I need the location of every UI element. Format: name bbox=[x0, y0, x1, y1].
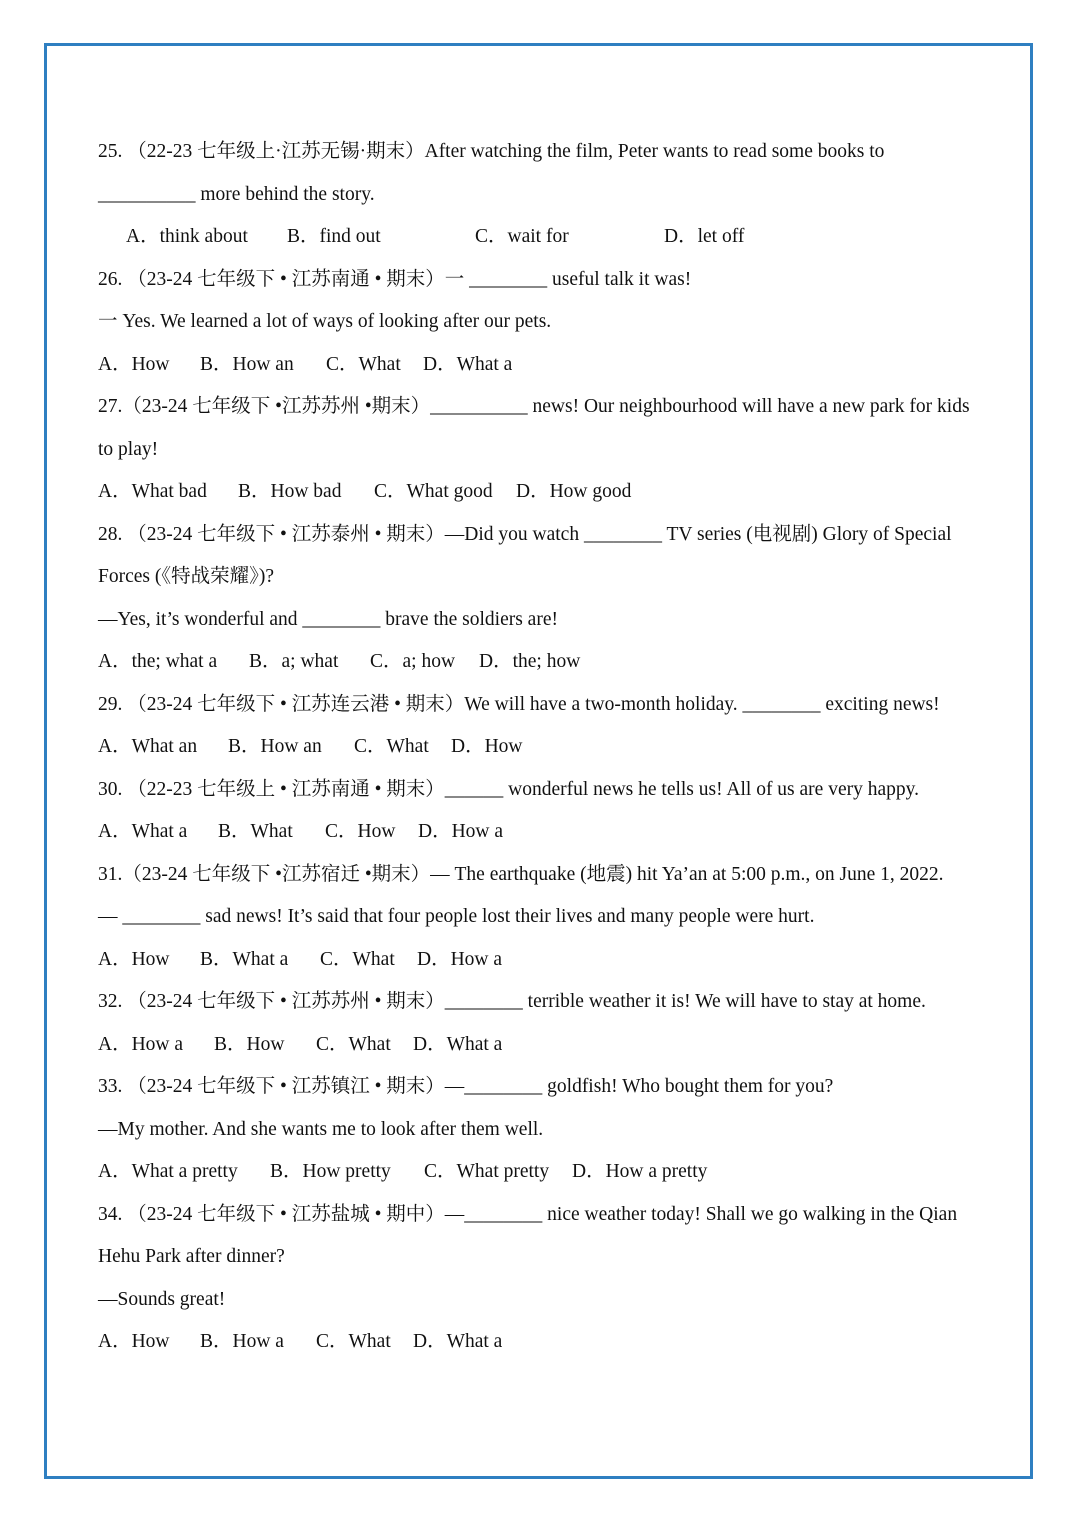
option-c: C．How bbox=[325, 821, 396, 842]
option-b: B．How an bbox=[228, 736, 322, 757]
question-26-stem-line-2: 一 Yes. We learned a lot of ways of looking after our pets. bbox=[98, 311, 552, 332]
option-c: C．What pretty bbox=[424, 1161, 550, 1182]
option-b: B．How bad bbox=[238, 481, 342, 502]
question-33-stem-line-2: —My mother. And she wants me to look after them well. bbox=[98, 1118, 544, 1140]
option-c: C．What bbox=[316, 1033, 391, 1055]
option-b: B．find out bbox=[287, 226, 381, 247]
option-b: B．a; what bbox=[249, 651, 339, 672]
option-d: D．What a bbox=[413, 1033, 503, 1055]
question-25-stem-line-1: 25. （22-23 七年级上·江苏无锡·期末）After watching the film, Peter wants to read some books to bbox=[98, 141, 885, 162]
option-b: B．How a bbox=[200, 1331, 284, 1352]
question-34-stem-line-3: —Sounds great! bbox=[98, 1288, 226, 1310]
option-c: C．a; how bbox=[370, 651, 456, 672]
question-28-stem-line-3: —Yes, it’s wonderful and ________ brave the soldiers are! bbox=[98, 608, 558, 630]
option-a: A．What bad bbox=[98, 481, 207, 502]
option-b: B．What bbox=[218, 821, 293, 842]
question-25-options bbox=[98, 216, 984, 259]
option-a: A．How a bbox=[98, 1033, 184, 1055]
option-d: D．How a bbox=[418, 821, 504, 842]
option-d: D．How good bbox=[516, 481, 632, 502]
question-33-stem-line-1: 33. （23-24 七年级下 • 江苏镇江 • 期末）—________ goldfish! Who bought them for you? bbox=[98, 1076, 834, 1097]
option-a: A．How bbox=[98, 353, 170, 375]
option-a: A．What a bbox=[98, 821, 188, 842]
question-26-stem-line-1: 26. （23-24 七年级下 • 江苏南通 • 期末）一 ________ useful talk it was! bbox=[98, 268, 692, 290]
question-27-options bbox=[98, 471, 984, 514]
option-d: D．How bbox=[451, 736, 523, 757]
question-28-stem-line-2: Forces (《特战荣耀》)? bbox=[98, 566, 275, 587]
question-26-options bbox=[98, 344, 984, 387]
question-34-stem-line-1: 34. （23-24 七年级下 • 江苏盐城 • 期中）—________ nice weather today! Shall we go walking in the Qian bbox=[98, 1203, 958, 1225]
option-c: C．What bbox=[326, 353, 401, 375]
option-b: B．How an bbox=[200, 353, 294, 375]
question-31-stem-line-1: 31.（23-24 七年级下 •江苏宿迁 •期末）— The earthquake (地震) hit Ya’an at 5:00 p.m., on June 1, 2022. bbox=[98, 863, 944, 885]
question-27-stem-line-1: 27.（23-24 七年级下 •江苏苏州 •期末）__________ news! Our neighbourhood will have a new park for kids bbox=[98, 396, 970, 417]
option-b: B．How pretty bbox=[270, 1161, 391, 1182]
option-d: D．What a bbox=[423, 353, 513, 375]
question-33-options bbox=[98, 1151, 984, 1194]
option-c: C．What bbox=[320, 948, 395, 970]
option-c: C．What good bbox=[374, 481, 493, 502]
option-c: C．wait for bbox=[475, 226, 569, 247]
option-c: C．What bbox=[316, 1331, 391, 1352]
question-28-stem-line-1: 28. （23-24 七年级下 • 江苏泰州 • 期末）—Did you watch ________ TV series (电视剧) Glory of Special bbox=[98, 523, 952, 545]
question-34-stem-line-2: Hehu Park after dinner? bbox=[98, 1246, 285, 1267]
option-d: D．How a pretty bbox=[572, 1161, 708, 1182]
question-34-options bbox=[98, 1321, 984, 1364]
question-29-options bbox=[98, 726, 984, 769]
question-32-stem-line-1: 32. （23-24 七年级下 • 江苏苏州 • 期末）________ terrible weather it is! We will have to stay at home. bbox=[98, 991, 926, 1012]
option-b: B．How bbox=[214, 1033, 285, 1055]
question-31-stem-line-2: — ________ sad news! It’s said that four people lost their lives and many people were hurt. bbox=[98, 906, 815, 927]
question-27-stem-line-2: to play! bbox=[98, 438, 159, 460]
question-31-options bbox=[98, 939, 984, 982]
option-d: D．What a bbox=[413, 1331, 503, 1352]
option-a: A．How bbox=[98, 948, 170, 970]
question-list bbox=[98, 131, 984, 1364]
option-a: A．How bbox=[98, 1331, 170, 1352]
option-a: A．What a pretty bbox=[98, 1161, 238, 1182]
question-30-stem-line-1: 30. （22-23 七年级上 • 江苏南通 • 期末）______ wonderful news he tells us! All of us are very happy. bbox=[98, 778, 919, 800]
question-32-options bbox=[98, 1024, 984, 1067]
question-28-options bbox=[98, 641, 984, 684]
question-25-stem-line-2: __________ more behind the story. bbox=[98, 183, 375, 205]
option-b: B．What a bbox=[200, 948, 289, 970]
option-d: D．the; how bbox=[479, 651, 581, 672]
option-a: A．the; what a bbox=[98, 651, 218, 672]
option-a: A．What an bbox=[98, 736, 198, 757]
question-29-stem-line-1: 29. （23-24 七年级下 • 江苏连云港 • 期末）We will have a two-month holiday. ________ exciting news! bbox=[98, 693, 940, 715]
option-c: C．What bbox=[354, 736, 429, 757]
question-30-options bbox=[98, 811, 984, 854]
option-a: A．think about bbox=[126, 226, 248, 247]
option-d: D．let off bbox=[664, 226, 745, 247]
option-d: D．How a bbox=[417, 948, 503, 970]
